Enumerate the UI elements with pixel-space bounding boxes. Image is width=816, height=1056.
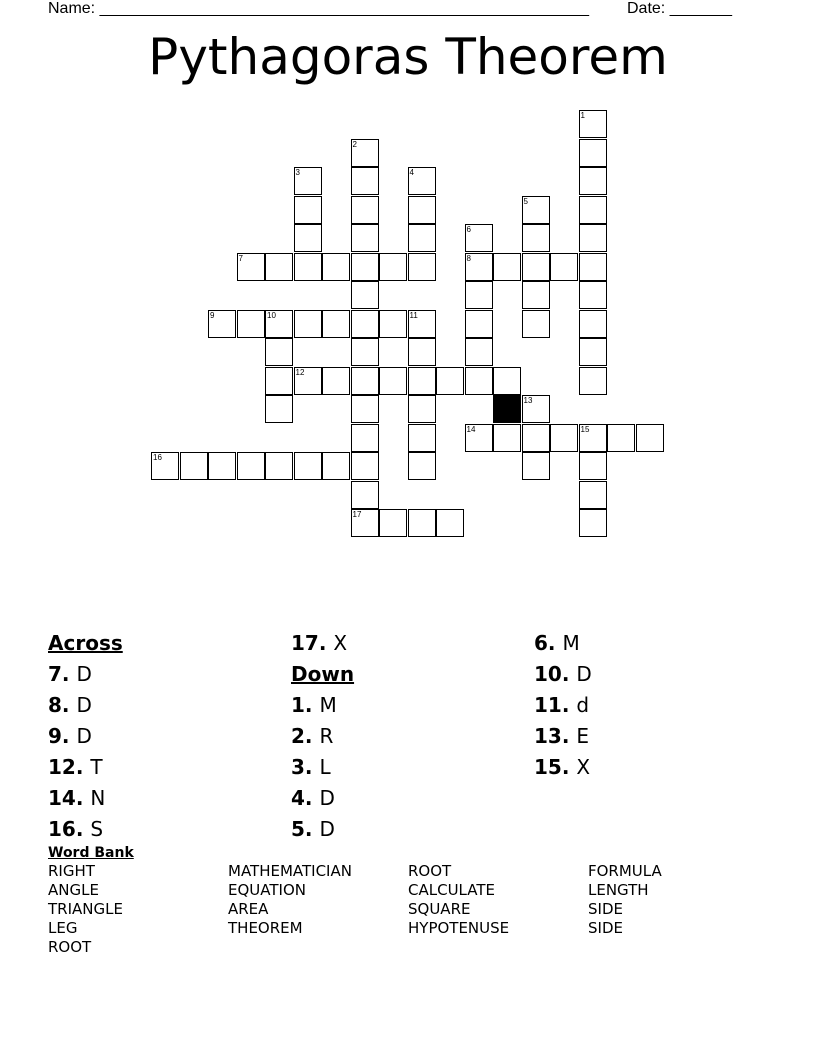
grid-cell[interactable] — [408, 395, 436, 423]
grid-cell[interactable] — [465, 224, 493, 252]
grid-cell[interactable] — [351, 338, 379, 366]
grid-cell[interactable] — [351, 281, 379, 309]
clue-number: 11 — [409, 310, 418, 320]
grid-cell[interactable] — [265, 310, 293, 338]
clue-across-9: 9. D — [48, 724, 92, 748]
clue-across-14: 14. N — [48, 786, 106, 810]
grid-cell[interactable] — [322, 253, 350, 281]
clue-column-3 — [534, 628, 592, 783]
word-bank-column-3 — [408, 862, 509, 938]
grid-cell[interactable] — [550, 424, 578, 452]
word-bank-word: RIGHT — [48, 862, 95, 880]
grid-cell[interactable] — [265, 367, 293, 395]
grid-cell[interactable] — [379, 509, 407, 537]
word-bank-word: LENGTH — [588, 881, 649, 899]
grid-cell[interactable] — [493, 424, 521, 452]
clue-down-13: 13. E — [534, 724, 590, 748]
grid-cell[interactable] — [351, 196, 379, 224]
grid-cell[interactable] — [294, 196, 322, 224]
grid-cell[interactable] — [408, 253, 436, 281]
clue-number: 9 — [210, 310, 215, 320]
grid-cell[interactable] — [636, 424, 664, 452]
clue-number: 13 — [523, 396, 533, 405]
clue-number: 10 — [267, 310, 276, 320]
clue-number: 4 — [409, 168, 414, 177]
grid-cell[interactable] — [151, 452, 179, 480]
grid-cell[interactable] — [265, 452, 293, 480]
grid-cell[interactable] — [408, 338, 436, 366]
grid-cell[interactable] — [237, 452, 265, 480]
grid-cell[interactable] — [408, 167, 436, 195]
grid-cell[interactable] — [379, 253, 407, 281]
clue-across-7: 7. D — [48, 662, 92, 686]
grid-cell[interactable] — [522, 281, 550, 309]
grid-cell[interactable] — [265, 338, 293, 366]
grid-cell[interactable] — [579, 196, 607, 224]
clue-down-11: 11. d — [534, 693, 590, 717]
clue-across-8: 8. D — [48, 693, 92, 717]
grid-cell[interactable] — [379, 310, 407, 338]
word-bank-word: SQUARE — [408, 900, 471, 918]
grid-cell[interactable] — [579, 452, 607, 480]
grid-cell[interactable] — [522, 196, 550, 224]
grid-cell[interactable] — [522, 224, 550, 252]
clue-number: 14 — [466, 424, 476, 434]
word-bank-word: MATHEMATICIAN — [228, 862, 352, 880]
grid-cell[interactable] — [294, 367, 322, 395]
grid-cell[interactable] — [351, 167, 379, 195]
grid-cell[interactable] — [351, 481, 379, 509]
grid-cell[interactable] — [522, 253, 550, 281]
grid-cell[interactable] — [265, 395, 293, 423]
grid-cell[interactable] — [465, 424, 493, 452]
word-bank-word: ROOT — [48, 938, 92, 956]
clue-number: 7 — [238, 253, 243, 263]
grid-cell[interactable] — [294, 224, 322, 252]
clue-down-3: 3. L — [291, 755, 331, 779]
grid-cell[interactable] — [408, 310, 436, 338]
clue-down-15: 15. X — [534, 755, 591, 779]
grid-cell[interactable] — [579, 281, 607, 309]
word-bank-word: HYPOTENUSE — [408, 919, 510, 937]
word-bank-column-4 — [588, 862, 662, 938]
clue-number: 17 — [352, 510, 362, 519]
clue-number: 1 — [580, 111, 585, 120]
grid-cell[interactable] — [579, 167, 607, 195]
grid-cell[interactable] — [408, 224, 436, 252]
clue-number: 2 — [352, 139, 357, 149]
grid-cell[interactable] — [351, 139, 379, 167]
clue-down-10: 10. D — [534, 662, 592, 686]
grid-cell[interactable] — [465, 281, 493, 309]
clue-across-17: 17. X — [291, 631, 348, 655]
clue-down-1: 1. M — [291, 693, 337, 717]
word-bank-word: SIDE — [588, 900, 623, 918]
grid-cell[interactable] — [408, 424, 436, 452]
word-bank-word: SIDE — [588, 919, 623, 937]
grid-cell[interactable] — [351, 395, 379, 423]
grid-cell[interactable] — [351, 424, 379, 452]
word-bank-word: LEG — [48, 919, 78, 937]
grid-cell[interactable] — [408, 509, 436, 537]
grid-cell[interactable] — [493, 253, 521, 281]
word-bank-word: FORMULA — [588, 862, 662, 880]
grid-cell[interactable] — [550, 253, 578, 281]
word-bank-word: TRIANGLE — [48, 900, 123, 918]
grid-cell[interactable] — [436, 367, 464, 395]
clue-number: 15 — [580, 424, 590, 434]
grid-cell[interactable] — [408, 452, 436, 480]
grid-cell[interactable] — [351, 224, 379, 252]
grid-cell[interactable] — [579, 509, 607, 537]
grid-cell[interactable] — [579, 224, 607, 252]
grid-cell[interactable] — [351, 367, 379, 395]
grid-cell[interactable] — [237, 253, 265, 281]
grid-cell[interactable] — [379, 367, 407, 395]
clue-column-1 — [48, 628, 123, 845]
grid-cell[interactable] — [436, 509, 464, 537]
word-bank-column-2 — [228, 862, 352, 938]
clue-number: 6 — [466, 225, 471, 234]
word-bank-word: THEOREM — [228, 919, 303, 937]
date-line: Date: _______ — [627, 0, 732, 17]
grid-cell[interactable] — [351, 452, 379, 480]
word-bank-word: ROOT — [408, 862, 452, 880]
grid-cell[interactable] — [579, 367, 607, 395]
clue-down-2: 2. R — [291, 724, 334, 748]
grid-cell[interactable] — [408, 196, 436, 224]
grid-cell[interactable] — [465, 253, 493, 281]
grid-cell[interactable] — [294, 167, 322, 195]
clue-down-5: 5. D — [291, 817, 335, 841]
grid-cell[interactable] — [465, 367, 493, 395]
grid-cell[interactable] — [408, 367, 436, 395]
grid-cell[interactable] — [522, 310, 550, 338]
grid-cell[interactable] — [522, 452, 550, 480]
grid-cell[interactable] — [265, 253, 293, 281]
grid-cell[interactable] — [579, 310, 607, 338]
grid-cell[interactable] — [465, 338, 493, 366]
grid-cell[interactable] — [579, 424, 607, 452]
word-bank-word: EQUATION — [228, 881, 306, 899]
clue-number: 12 — [295, 367, 305, 377]
grid-cell[interactable] — [607, 424, 635, 452]
clue-down-4: 4. D — [291, 786, 335, 810]
black-cell — [493, 395, 521, 423]
word-bank-word: ANGLE — [48, 881, 99, 899]
word-bank-word: AREA — [228, 900, 269, 918]
grid-cell[interactable] — [322, 310, 350, 338]
word-bank-word: CALCULATE — [408, 881, 495, 899]
grid-cell[interactable] — [322, 367, 350, 395]
grid-cell[interactable] — [322, 452, 350, 480]
clue-number: 5 — [523, 196, 528, 206]
name-line: Name: _______________________________________________________ — [48, 0, 589, 17]
grid-cell[interactable] — [294, 310, 322, 338]
grid-cell[interactable] — [237, 310, 265, 338]
grid-cell[interactable] — [493, 367, 521, 395]
clue-column-2 — [291, 628, 354, 845]
grid-cell[interactable] — [579, 338, 607, 366]
word-bank-title: Word Bank — [48, 845, 134, 861]
clue-number: 16 — [153, 453, 162, 462]
page-title: Pythagoras Theorem — [148, 28, 668, 86]
clue-down-6: 6. M — [534, 631, 580, 655]
grid-cell[interactable] — [208, 452, 236, 480]
grid-cell[interactable] — [294, 253, 322, 281]
grid-cell[interactable] — [579, 481, 607, 509]
across-heading: Across — [48, 631, 123, 655]
grid-cell[interactable] — [579, 139, 607, 167]
clue-number: 3 — [295, 168, 300, 177]
grid-cell[interactable] — [579, 253, 607, 281]
down-heading: Down — [291, 662, 355, 686]
clue-number: 8 — [466, 253, 471, 263]
grid-cell[interactable] — [522, 424, 550, 452]
grid-cell[interactable] — [208, 310, 236, 338]
grid-cell[interactable] — [294, 452, 322, 480]
grid-cell[interactable] — [351, 509, 379, 537]
grid-cell[interactable] — [351, 310, 379, 338]
grid-cell[interactable] — [180, 452, 208, 480]
clue-across-16: 16. S — [48, 817, 104, 841]
grid-cell[interactable] — [351, 253, 379, 281]
word-bank-column-1 — [48, 862, 123, 957]
grid-cell[interactable] — [465, 310, 493, 338]
grid-cell[interactable] — [579, 110, 607, 138]
clue-across-12: 12. T — [48, 755, 103, 779]
grid-cell[interactable] — [522, 395, 550, 423]
